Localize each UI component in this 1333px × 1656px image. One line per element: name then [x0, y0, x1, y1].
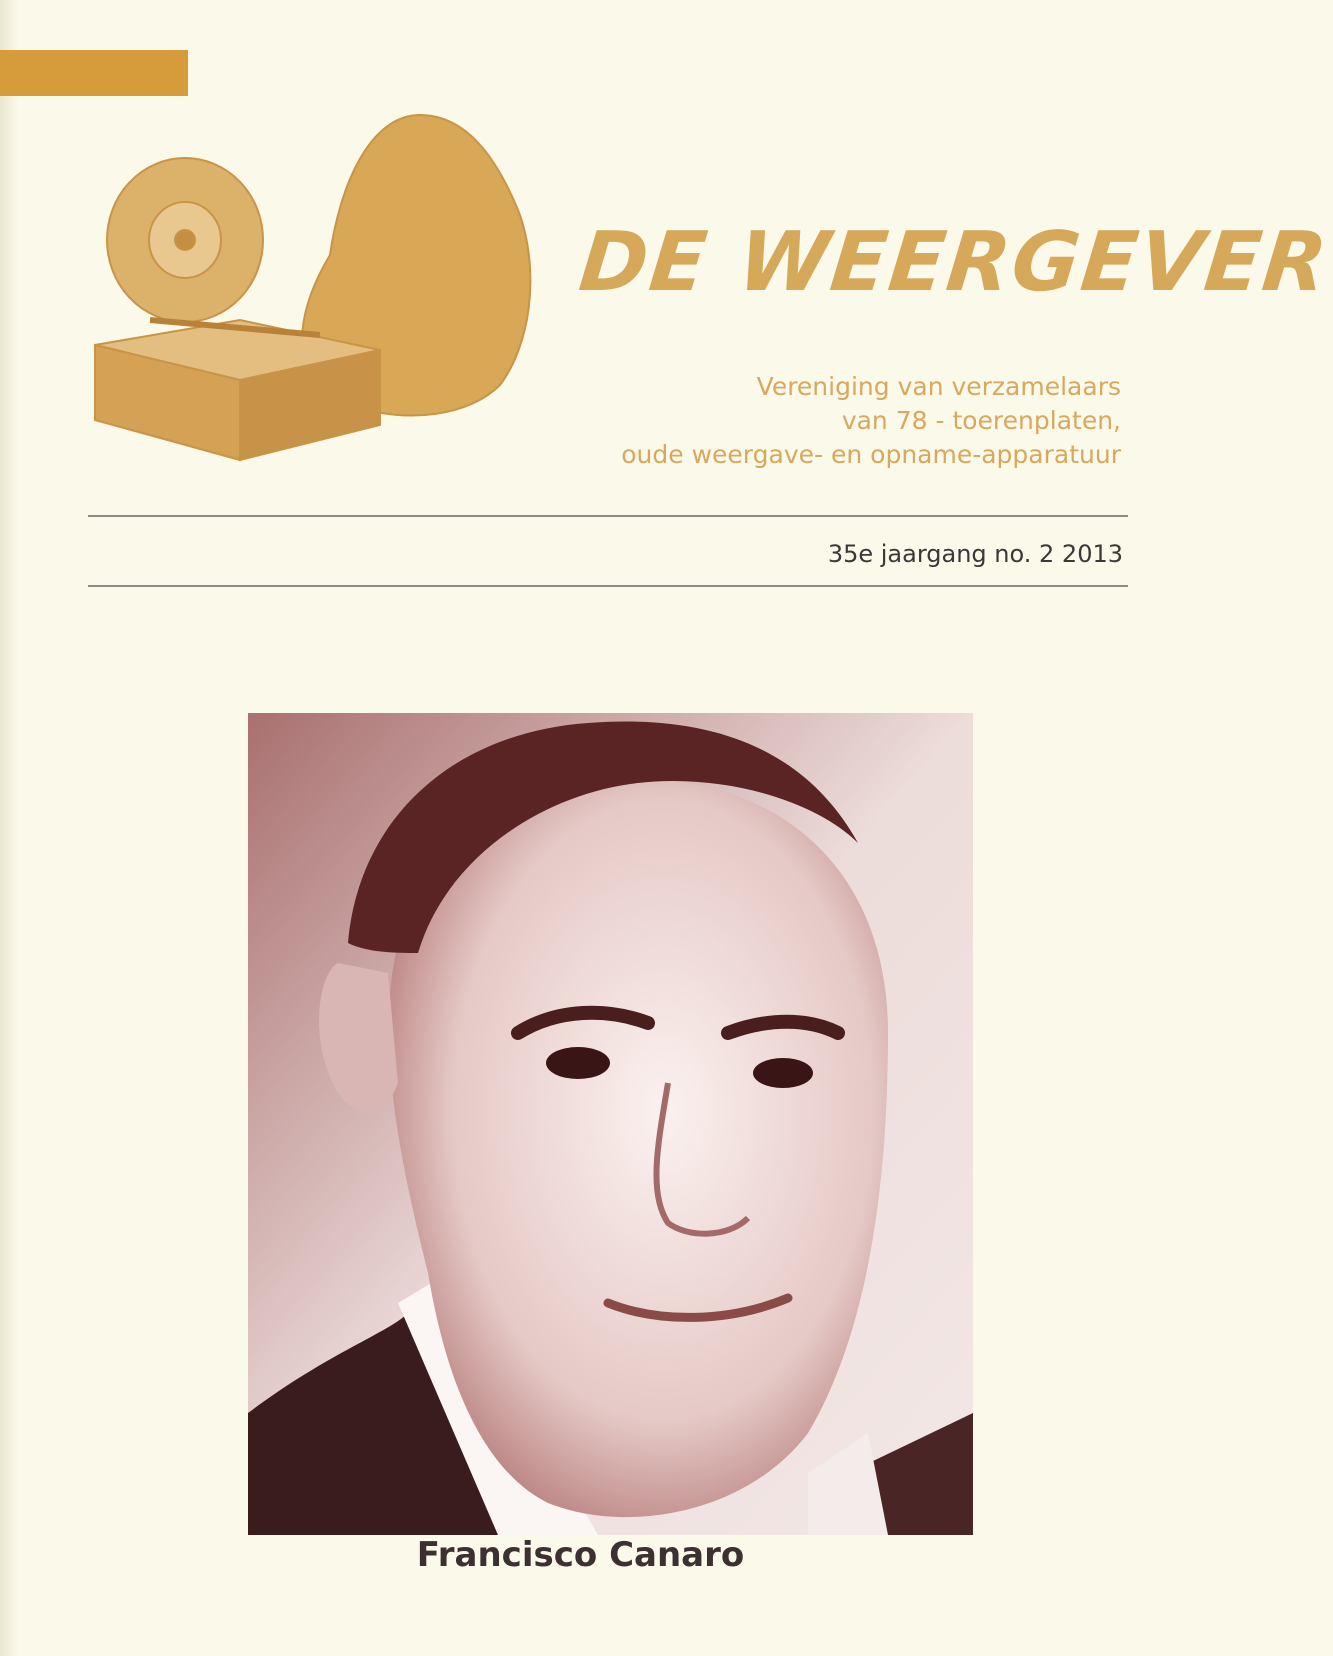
- cover-caption: Francisco Canaro: [416, 1535, 745, 1575]
- masthead-title: DE WEERGEVER: [575, 215, 1333, 310]
- portrait-illustration: [248, 713, 973, 1535]
- issue-number: 35e jaargang no. 2 2013: [827, 540, 1123, 568]
- gold-accent-bar: [0, 50, 188, 96]
- cover-portrait: [248, 713, 973, 1535]
- subtitle-line-1: Vereniging van verzamelaars: [756, 372, 1121, 401]
- spine-shadow: [0, 0, 18, 1656]
- association-subtitle: [421, 370, 1121, 472]
- top-divider: [88, 515, 1128, 517]
- bottom-divider: [88, 585, 1128, 587]
- subtitle-line-3: oude weergave- en opname-apparatuur: [621, 440, 1121, 469]
- subtitle-line-2: van 78 - toerenplaten,: [841, 406, 1121, 435]
